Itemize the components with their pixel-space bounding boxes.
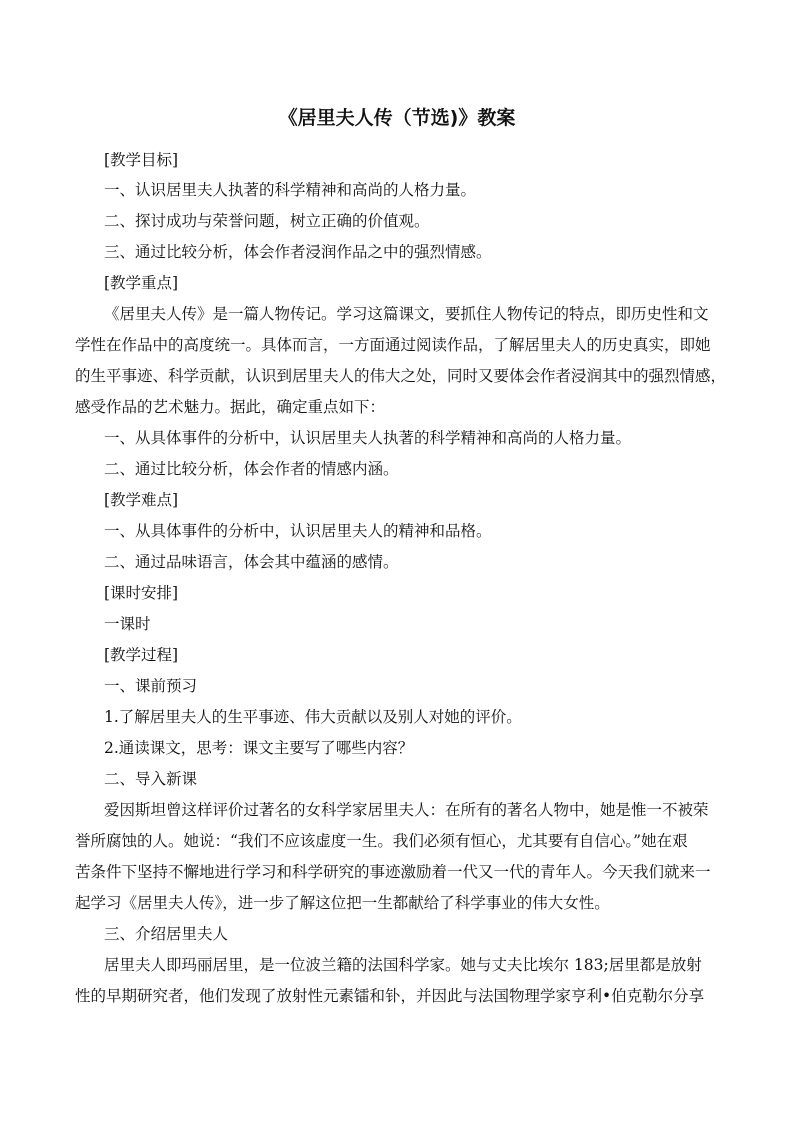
- difficulty-2: 二、通过品味语言，体会其中蕴涵的感情。: [104, 553, 399, 571]
- intro-line-2: 誉所腐蚀的人。她说：“我们不应该虚度一生。我们必须有恒心，尤其要有自信心。”她在艰: [75, 832, 688, 850]
- process-step-1: 一、课前预习: [104, 677, 198, 695]
- key-paragraph-line-2: 学性在作品中的高度统一。具体而言，一方面通过阅读作品，了解居里夫人的历史真实，即她: [75, 336, 711, 354]
- intro-line-1: 爱因斯坦曾这样评价过著名的女科学家居里夫人：在所有的著名人物中，她是惟一不被荣: [104, 801, 709, 819]
- document-title: 《居里夫人传（节选)》教案: [278, 107, 516, 129]
- key-paragraph-line-1: 《居里夫人传》是一篇人物传记。学习这篇课文，要抓住人物传记的特点，即历史性和文: [104, 305, 709, 323]
- bio-line-1: 居里夫人即玛丽居里，是一位波兰籍的法国科学家。她与丈夫比埃尔 183;居里都是放射: [104, 956, 702, 974]
- difficulty-1: 一、从具体事件的分析中，认识居里夫人的精神和品格。: [104, 522, 492, 540]
- goal-2: 二、探讨成功与荣誉问题，树立正确的价值观。: [104, 212, 430, 230]
- key-1: 一、从具体事件的分析中，认识居里夫人执著的科学精神和高尚的人格力量。: [104, 429, 632, 447]
- key-paragraph-line-4: 感受作品的艺术魅力。据此，确定重点如下：: [75, 398, 386, 416]
- goal-3: 三、通过比较分析，体会作者浸润作品之中的强烈情感。: [104, 243, 492, 261]
- intro-line-4: 起学习《居里夫人传》，进一步了解这位把一生都献给了科学事业的伟大女性。: [75, 894, 610, 912]
- schedule-heading: [课时安排]: [104, 584, 179, 602]
- schedule-1: 一课时: [104, 615, 151, 633]
- intro-line-3: 苦条件下坚持不懈地进行学习和科学研究的事迹激励着一代又一代的青年人。今天我们就来一: [75, 863, 711, 881]
- process-step-1-item-2: 2.通读课文，思考：课文主要写了哪些内容？: [104, 739, 414, 757]
- process-step-1-item-1: 1.了解居里夫人的生平事迹、伟大贡献以及别人对她的评价。: [104, 708, 522, 726]
- goal-1: 一、认识居里夫人执著的科学精神和高尚的人格力量。: [104, 181, 477, 199]
- difficulty-heading: [教学难点]: [104, 491, 179, 509]
- key-2: 二、通过比较分析，体会作者的情感内涵。: [104, 460, 399, 478]
- key-heading: [教学重点]: [104, 274, 179, 292]
- key-paragraph-line-3: 的生平事迹、科学贡献，认识到居里夫人的伟大之处，同时又要体会作者浸润其中的强烈情感，: [75, 367, 727, 385]
- process-step-3: 三、介绍居里夫人: [104, 925, 229, 943]
- process-heading: [教学过程]: [104, 646, 179, 664]
- process-step-2: 二、导入新课: [104, 770, 198, 788]
- goals-heading: [教学目标]: [104, 151, 179, 169]
- bio-line-2: 性的早期研究者，他们发现了放射性元素镭和钋，并因此与法国物理学家亨利•伯克勒尔分享: [75, 987, 705, 1005]
